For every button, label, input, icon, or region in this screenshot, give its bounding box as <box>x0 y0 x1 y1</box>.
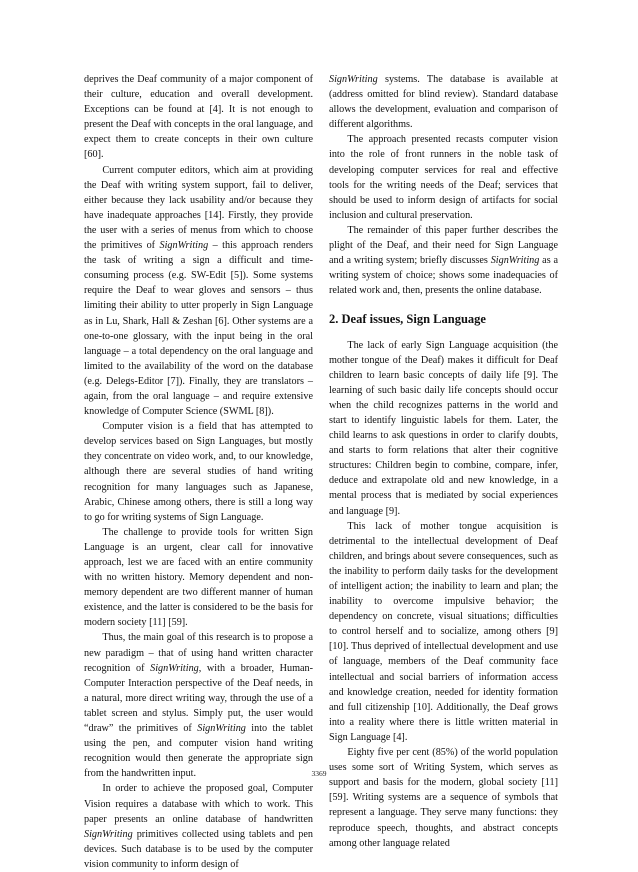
section-heading: 2. Deaf issues, Sign Language <box>329 312 486 327</box>
text-run: The lack of early Sign Language acquisition (the mother tongue of the Deaf) makes it difficult for Deaf children to learn basic concepts of daily life [9]. The learning of such basic daily life concepts should occur when the child recognizes patterns in the world and start to identify linguistic labels for them. Later, the child learns to ask questions in order to clarify doubts, and starts to form relations that alter their cognitive structures: Children begin to combine, compare, infer, deduce and extrapolate old and new knowledge, in a mental process that is mediated by social experiences and language [9]. <box>329 339 558 517</box>
italic-term: SignWriting <box>197 723 246 735</box>
right-column-paragraph <box>329 132 558 223</box>
italic-term: SignWriting <box>490 255 540 267</box>
italic-term: SignWriting <box>329 74 378 85</box>
text-run: Eighty five per cent (85%) of the world population uses some sort of Writing System, which serves as support and basis for the modern, global society [11] [59]. Writing systems are a sequence of symbols that represent a language. They serve many functions: they reproduce speech, thoughts, and abstract concepts among other language related <box>329 747 558 849</box>
text-run: – this approach renders the task of writing a sign a difficult and time-consuming process (e.g. SW-Edit [5]). Some systems require the Deaf to wear gloves and sensors – thus limiting their ability to utter properly in Sign Language as in Lu, Shark, Hall & Zeshan [6]. Other systems are a one-to-one glossary, with the input being in the oral language – a total dependency on the oral language and limited to the availability of the word on the database (e.g. Delegs-Editor [7]). Finally, they are translators – again, from the oral language – and require extensive knowledge of Computer Science (SWML [8]). <box>84 240 313 418</box>
italic-term: SignWriting <box>159 240 209 252</box>
text-run: systems. The database is available at (address omitted for blind review). Standard database allows the development, evaluation and comparison of different algorithms. <box>329 74 558 131</box>
left-column-paragraph <box>84 781 313 872</box>
text-run: The challenge to provide tools for written Sign Language is an urgent, clear call for innovative approach, lest we are faced with an entire community with no written history. Memory dependent and non-memory dependent are two different manner of human existence, and the latter is considered to be the basis for modern society [11] [59]. <box>84 526 313 629</box>
right-column <box>329 72 558 851</box>
left-column <box>84 72 313 872</box>
left-column-paragraph <box>84 72 313 163</box>
text-run: Computer vision is a field that has attempted to develop services based on Sign Languages, but mostly they concentrate on video work, and, to our knowledge, although there are several studies of hand writing recognition for many languages such as Japanese, Arabic, Chinese among others, there is still a long way to go for writing systems of Sign Language. <box>84 421 313 523</box>
right-column-paragraph <box>329 745 558 851</box>
italic-term: SignWriting <box>150 662 199 674</box>
text-run: Thus, the main goal of this research is to propose a new paradigm – that of using hand written character recognition of <box>84 632 313 674</box>
text-run: , with a broader, Human-Computer Interaction perspective of the Deaf needs, in a natural, more direct writing way, through the use of a tablet screen and stylus. Simply put, the user would “draw” the primitives of <box>84 662 313 735</box>
text-run: deprives the Deaf community of a major component of their culture, education and overall development. Exceptions can be found at [4]. It is not enough to present the Deaf with concepts in the oral language, and expect them to create concepts in their own culture [60]. <box>84 74 313 161</box>
right-column-paragraph <box>329 72 558 132</box>
text-run: The approach presented recasts computer vision into the role of front runners in the noble task of developing computer services for real and effective tools for the writing needs of the Deaf; services that should be used to inform design of artifacts for social inclusion and cultural preservation. <box>329 134 558 221</box>
left-column-paragraph <box>84 419 313 525</box>
italic-term: SignWriting <box>84 828 133 840</box>
page-number: 3369 <box>311 769 327 778</box>
text-run: Current computer editors, which aim at providing the Deaf with writing system support, fail to deliver, either because they lack usability and/or because they have inadequate approaches [14]. Firstly, they provide the user with a series of menus from which to choose the primitives of <box>84 164 313 252</box>
left-column-paragraph <box>84 630 313 781</box>
left-column-paragraph <box>84 525 313 631</box>
text-run: In order to achieve the proposed goal, Computer Vision requires a database with which to work. This paper presents an online database of handwritten <box>84 783 313 825</box>
text-run: This lack of mother tongue acquisition is detrimental to the intellectual development of Deaf children, and brings about severe consequences, such as the inability to perform daily tasks for the development of intelligent action; the inability to learn and plan; the inability to overcome impulsive behavior; the dependency on concrete, visual situations; difficulties to control herself and to socialize, among others [9] [10]. Thus deprived of intellectual development and use of language, members of the Deaf community face intellectual and social barriers of information access and knowledge creation, needed for identity formation and full citizenship [10]. Additionally, the Deaf grows into a reality where there is little written material in Sign Language [4]. <box>329 520 558 743</box>
text-run: as a writing system of choice; shows some inadequacies of related work and, then, presents the online database. <box>329 255 558 297</box>
right-column-paragraph <box>329 338 558 519</box>
text-run: into the tablet using the pen, and computer vision hand writing recognition would then generate the appropriate sign from the handwritten input. <box>84 723 313 780</box>
left-column-paragraph <box>84 163 313 420</box>
right-column-paragraph <box>329 223 558 298</box>
text-run: primitives collected using tablets and pen devices. Such database is to be used by the computer vision community to inform design of <box>84 828 313 870</box>
text-run: The remainder of this paper further describes the plight of the Deaf, and their need for Sign Language and a writing system; briefly discusses <box>329 224 558 267</box>
right-column-paragraph <box>329 519 558 745</box>
